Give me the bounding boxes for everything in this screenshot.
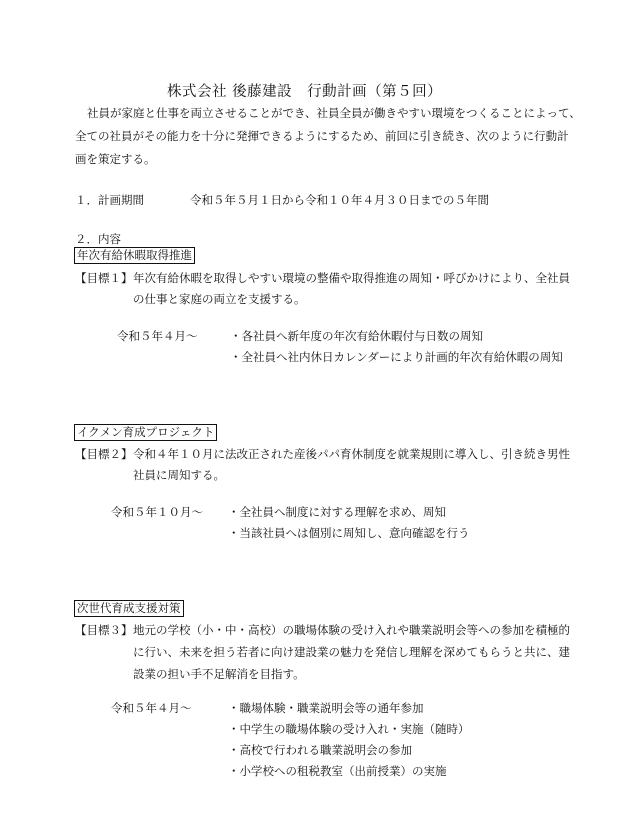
section-3-action-2: ・中学生の職場体験の受け入れ・実施（随時）	[228, 722, 470, 736]
section-1-date: 令和５年４月～	[117, 329, 198, 343]
section-3-action-3: ・高校で行われる職業説明会の参加	[228, 743, 412, 757]
section-1-goal-label: 【目標１】	[75, 271, 133, 285]
section-3-goal-line-3: 設業の担い手不足解消を目指す。	[133, 667, 305, 681]
section-3-goal-line-2: に行い、未来を担う若者に向け建設業の魅力を発信し理解を深めてもらうと共に、建	[133, 645, 570, 659]
section-2-action-1: ・全社員へ制度に対する理解を求め、周知	[228, 505, 447, 519]
section-2-goal-line-1: 令和４年１０月に法改正された産後パパ育休制度を就業規則に導入し、引き続き男性	[133, 447, 570, 461]
intro-line-1: 社員が家庭と仕事を両立させることができ、社員全員が働きやすい環境をつくることによって、	[87, 106, 581, 120]
period-label: １．計画期間	[75, 193, 144, 207]
section-1-action-2: ・全社員へ社内休日カレンダーにより計画的年次有給休暇の周知	[230, 350, 563, 364]
section-2-action-2: ・当該社員へは個別に周知し、意向確認を行う	[228, 526, 470, 540]
intro-line-3: 画を策定する。	[75, 152, 156, 166]
intro-line-2: 全ての社員がその能力を十分に発揮できるようにするため、前回に引き続き、次のように行動計	[75, 129, 569, 143]
section-1-goal-line-2: の仕事と家庭の両立を支援する。	[133, 292, 306, 306]
section-2-heading: イクメン育成プロジェクト	[74, 424, 217, 441]
section-2-goal-line-2: 社員に周知する。	[133, 468, 225, 482]
section-3-heading: 次世代育成支援対策	[74, 600, 184, 617]
section-3-goal-label: 【目標３】	[75, 623, 133, 637]
section-1-goal-line-1: 年次有給休暇を取得しやすい環境の整備や取得推進の周知・呼びかけにより、全社員	[133, 271, 570, 285]
section-2-date: 令和５年１０月～	[111, 505, 203, 519]
section-3-goal-line-1: 地元の学校（小・中・高校）の職場体験の受け入れや職業説明会等への参加を積極的	[133, 623, 570, 637]
section-3-date: 令和５年４月～	[111, 701, 192, 715]
section-3-action-4: ・小学校への租税教室（出前授業）の実施	[228, 764, 447, 778]
section-3-action-1: ・職場体験・職業説明会等の通年参加	[228, 701, 424, 715]
section-1-action-1: ・各社員へ新年度の年次有給休暇付与日数の周知	[230, 329, 483, 343]
section-1-heading: 年次有給休暇取得推進	[74, 247, 195, 264]
page-title: 株式会社 後藤建設 行動計画（第５回）	[167, 84, 443, 100]
period-value: 令和５年５月１日から令和１０年４月３０日までの５年間	[190, 193, 489, 207]
content-label: ２．内容	[75, 232, 121, 246]
section-2-goal-label: 【目標２】	[75, 447, 133, 461]
